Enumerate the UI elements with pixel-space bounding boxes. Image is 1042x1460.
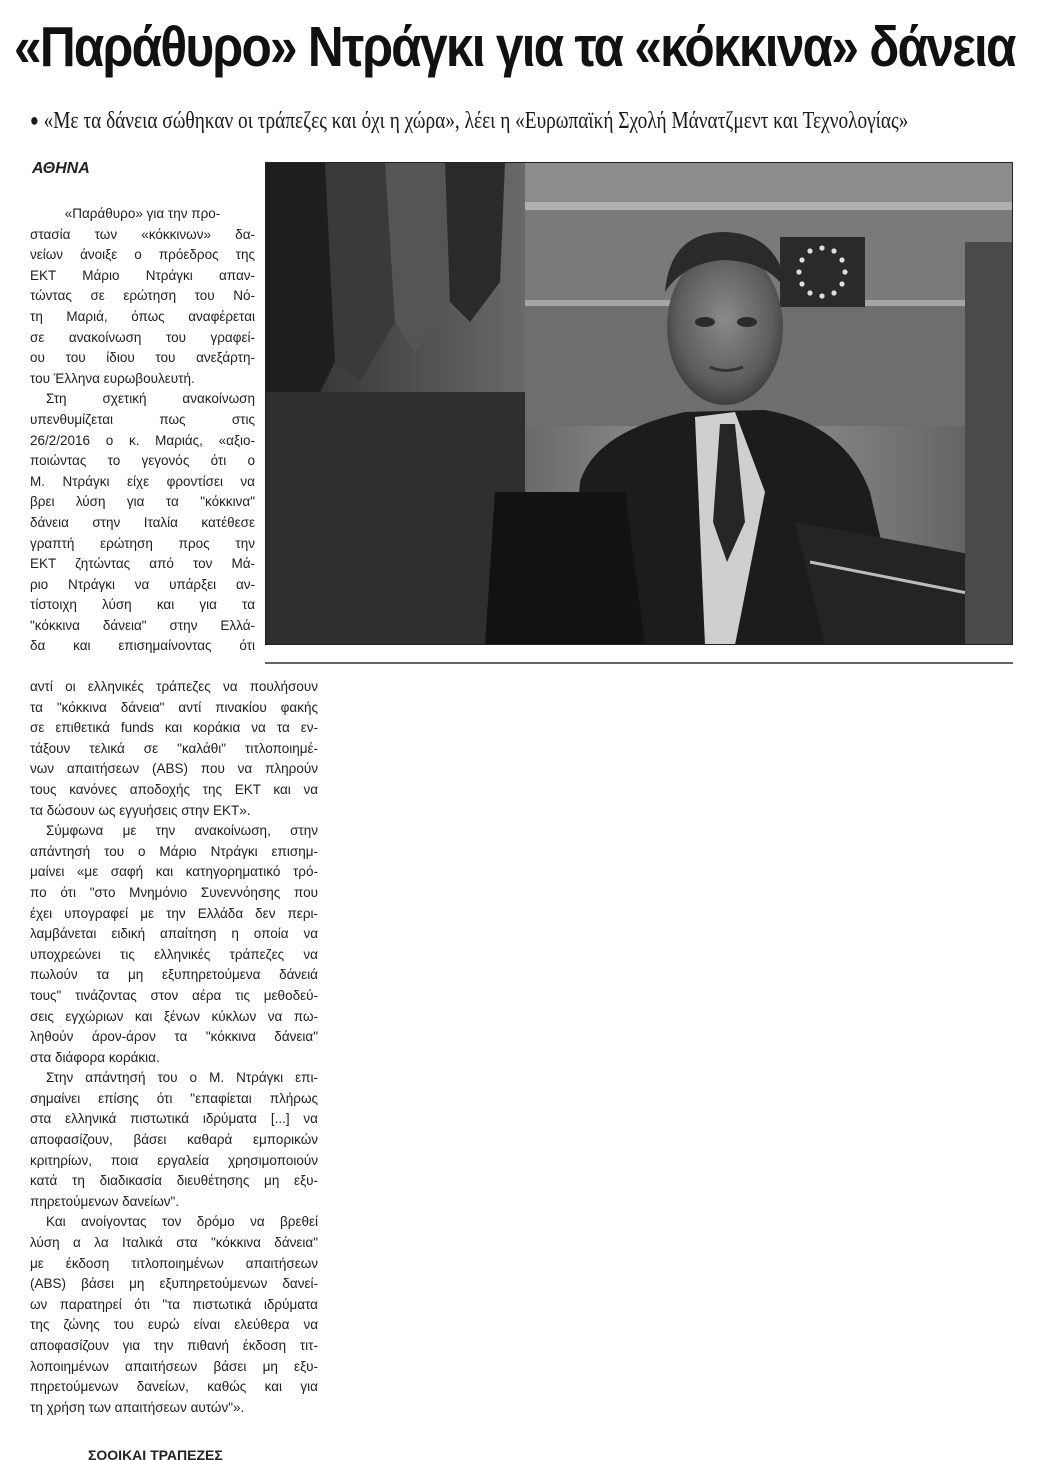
headline: «Παράθυρο» Ντράγκι για τα «κόκκινα» δάνεια	[14, 15, 1015, 79]
subheadline-text: «Με τα δάνεια σώθηκαν οι τράπεζες και όχι η χώρα», λέει η «Ευρωπαϊκή Σχολή Μάνατζμεντ και Τεχνολογίας»	[43, 108, 909, 134]
body-line: 26/2/2016 ο κ. Μαριάς, «αξιο-	[30, 432, 255, 448]
body-line: με έκδοση τιτλοποιημένων απαιτήσεων	[30, 1255, 318, 1271]
body-line: λαμβάνεται ειδική απαίτηση η οποία να	[30, 926, 318, 942]
body-line: στα ελληνικά πιστωτικά ιδρύματα [...] να	[30, 1111, 318, 1127]
body-column-bottom	[30, 677, 318, 1418]
body-line: τίστοιχη λύση και για τα	[30, 597, 255, 613]
body-line: ων παρατηρεί ότι "τα πιστωτικά ιδρύματα	[30, 1296, 318, 1312]
body-line: ου του ίδιου του ανεξάρτη-	[30, 350, 255, 366]
body-line: του Έλληνα ευρωβουλευτή.	[30, 370, 195, 386]
body-line: πηρετούμενων δανείων, καθώς και για	[30, 1379, 318, 1395]
divider-rule	[265, 662, 1013, 664]
body-line: σημαίνει επίσης ότι "επαφίεται πλήρως	[30, 1090, 318, 1106]
body-line: πηρετούμενων δανείων".	[30, 1193, 180, 1209]
body-column-top	[30, 204, 255, 657]
body-line: τη Μαριά, όπως αναφέρεται	[30, 308, 255, 324]
body-line: σεις εγχώριων και ξένων κύκλων να πω-	[30, 1008, 318, 1024]
body-line: απάντησή του ο Μάριο Ντράγκι επισημ-	[30, 843, 318, 859]
body-line: αποφασίζουν, βάσει καθαρά εμπορικών	[30, 1132, 318, 1148]
body-line: τάξουν τελικά σε "καλάθι" τιτλοποιημέ-	[30, 740, 318, 756]
body-line: Στην απάντησή του ο Μ. Ντράγκι επι-	[46, 1070, 318, 1086]
body-line: λύση α λα Ιταλικά στα "κόκκινα δάνεια"	[30, 1235, 318, 1251]
photo-frame	[265, 162, 1013, 645]
body-line: μαίνει «με σαφή και κατηγορηματικό τρό-	[30, 864, 318, 880]
body-line: έχει υπογραφεί με την Ελλάδα δεν περι-	[30, 905, 318, 921]
body-line: πωλούν τα μη εξυπηρετούμενα δάνειά	[30, 967, 318, 983]
bullet-icon: ●	[30, 110, 39, 130]
body-line: της ζώνης του ευρώ είναι ελεύθερα να	[30, 1317, 318, 1333]
body-line: υποχρεώνει τις ελληνικές τράπεζες να	[30, 946, 318, 962]
body-line: υπενθυμίζεται πως στις	[30, 411, 255, 427]
body-line: στασία των «κόκκινων» δα-	[30, 226, 255, 242]
body-line: τους κανόνες αποδοχής της ΕΚΤ και να	[30, 781, 318, 797]
body-line: Σύμφωνα με την ανακοίνωση, στην	[46, 823, 318, 839]
body-line: λοποιημένων απαιτήσεων βάσει μη εξυ-	[30, 1358, 318, 1374]
body-line: αντί οι ελληνικές τράπεζες να πουλήσουν	[30, 679, 318, 694]
body-line: τα δώσουν ως εγγυήσεις στην ΕΚΤ».	[30, 802, 251, 818]
body-line: τώντας σε ερώτηση του Νό-	[30, 288, 255, 304]
body-line: «Παράθυρο» για την προ-	[64, 206, 221, 221]
body-line: κριτηρίων, ποια εργαλεία χρησιμοποιούν	[30, 1152, 318, 1168]
body-line: τους" τινάζοντας στον αέρα τις μεθοδεύ-	[30, 987, 318, 1003]
body-line: ληθούν άρον-άρον τα "κόκκινα δάνεια"	[30, 1029, 318, 1045]
body-line: βρει λύση για τα "κόκκινα"	[30, 494, 255, 510]
body-line: δάνεια στην Ιταλία κατέθεσε	[30, 514, 255, 530]
body-line: γραπτή ερώτηση προς την	[30, 535, 255, 551]
body-line: Στη σχετική ανακοίνωση	[46, 391, 255, 407]
article-photo	[265, 162, 1013, 645]
body-line: κατά τη διαδικασία διευθέτησης μη εξυ-	[30, 1173, 318, 1189]
body-line: ριο Ντράγκι να υπάρξει αν-	[30, 576, 255, 592]
body-line: στα διάφορα κοράκια.	[30, 1049, 160, 1065]
body-line: αποφασίζουν για την πιθανή έκδοση τιτ-	[30, 1338, 318, 1353]
dateline: ΑΘΗΝΑ	[32, 160, 90, 177]
cut-off-heading: ΣΟΟΙΚΑΙ ΤΡΑΠΕΖΕΣ	[88, 1448, 223, 1460]
body-line: (ABS) βάσει μη εξυπηρετούμενων δανεί-	[30, 1276, 318, 1292]
body-line: νείων άνοιξε ο πρόεδρος της	[30, 247, 255, 263]
body-line: νων απαιτήσεων (ABS) που να πληρούν	[30, 761, 318, 777]
body-line: τη χρήση των απαιτήσεων αυτών"».	[30, 1399, 245, 1415]
body-line: Μ. Ντράγκι είχε φροντίσει να	[30, 473, 255, 489]
body-line: ποιώντας το γεγονός ότι ο	[30, 453, 255, 469]
body-line: ΕΚΤ ζητώντας από τον Μά-	[30, 556, 255, 572]
body-line: σε ανακοίνωση του γραφεί-	[30, 329, 255, 345]
body-line: Και ανοίγοντας τον δρόμο να βρεθεί	[46, 1214, 318, 1230]
subheadline	[30, 106, 909, 135]
body-line: δα και επισημαίνοντας ότι	[30, 638, 255, 654]
body-line: σε επιθετικά funds και κοράκια να τα εν-	[30, 720, 318, 736]
body-line: ΕΚΤ Μάριο Ντράγκι απαν-	[30, 267, 255, 283]
body-line: "κόκκινα δάνεια" στην Ελλά-	[30, 617, 255, 633]
body-line: τα "κόκκινα δάνεια" αντί πινακίου φακής	[30, 699, 318, 715]
body-line: πο ότι "στο Μνημόνιο Συνεννόησης που	[30, 884, 318, 900]
